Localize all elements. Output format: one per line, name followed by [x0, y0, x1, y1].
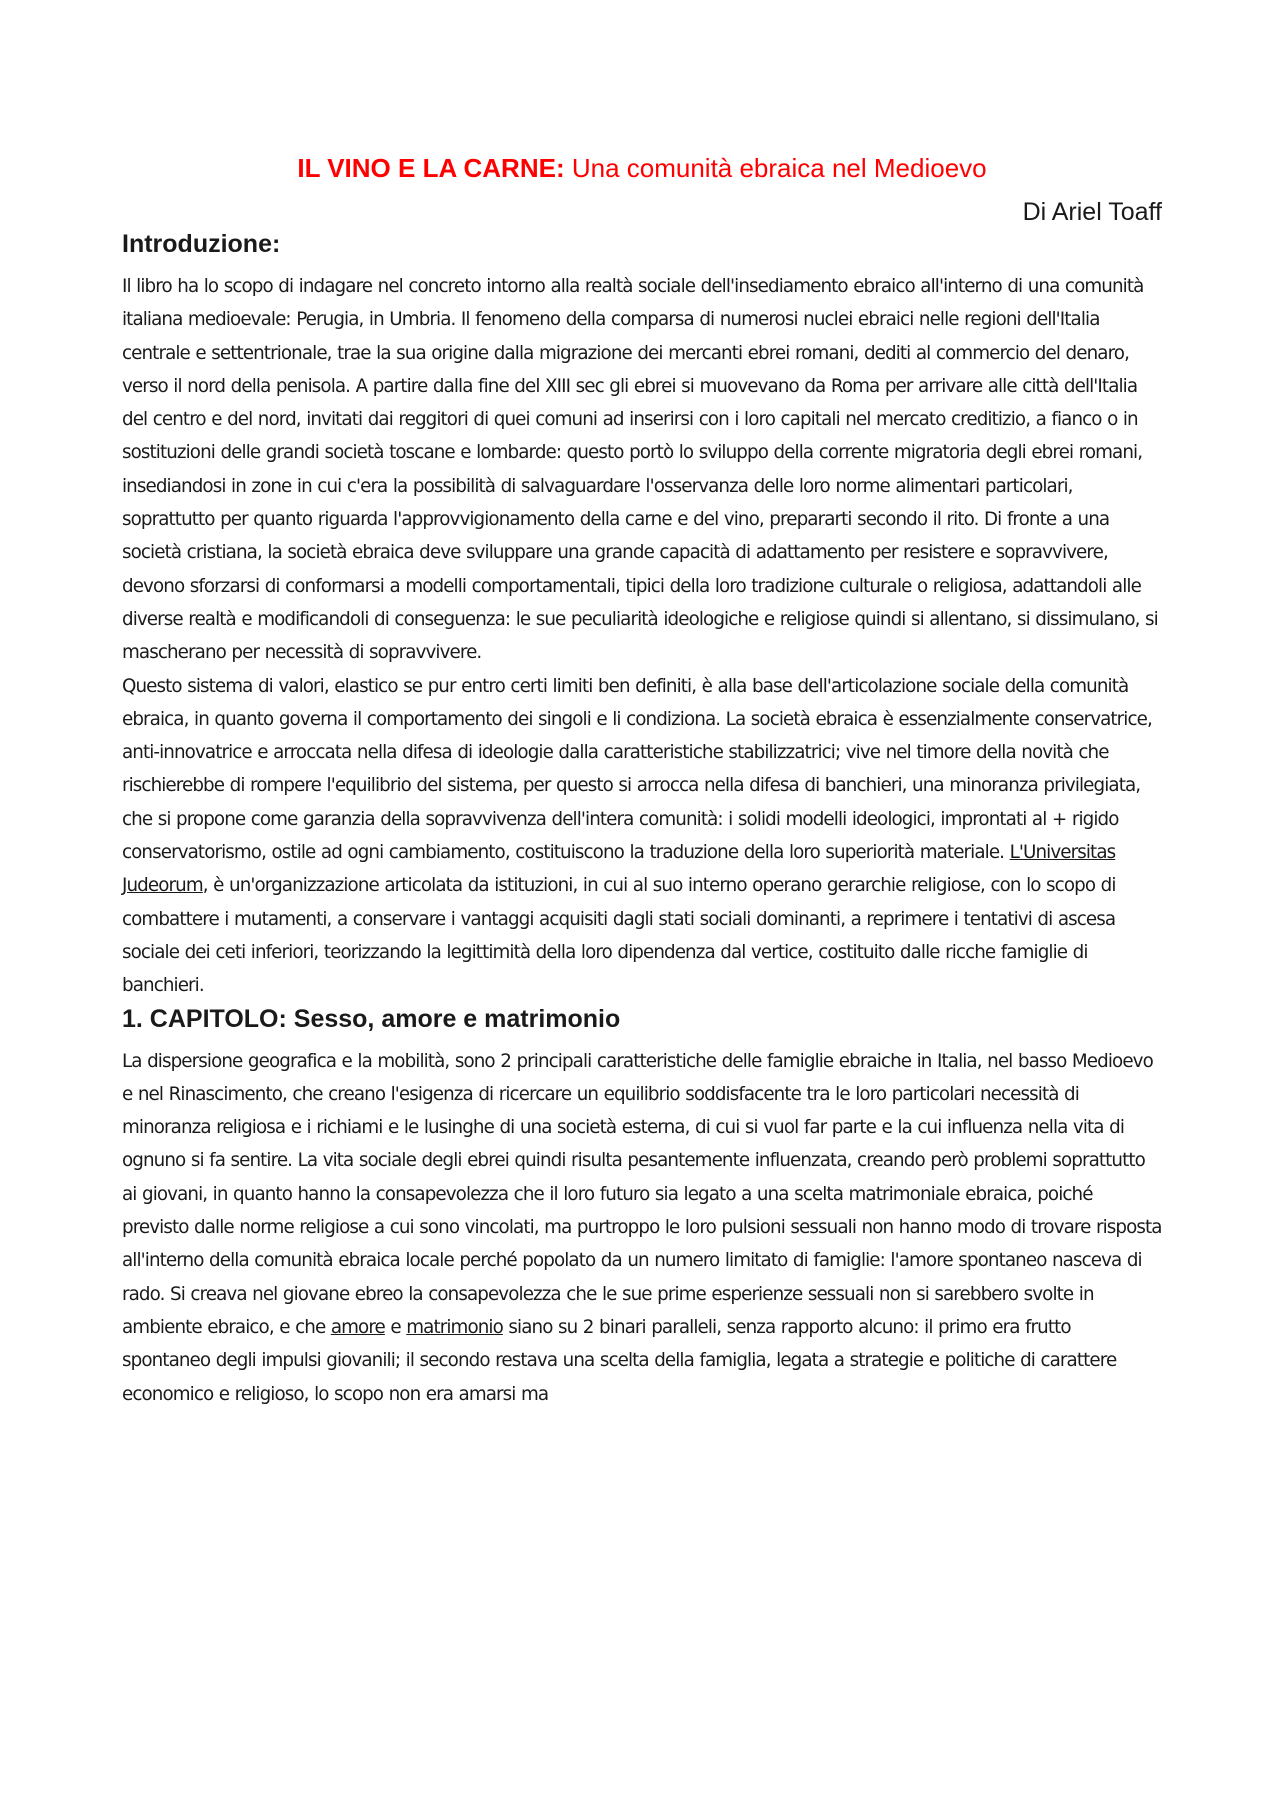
chapter-1-text-a: La dispersione geografica e la mobilità, sono 2 principali caratteristiche delle famiglie ebraiche in Italia, nel basso Medioevo e nel Rinascimento, che creano l'esigenza di ricercare un equilibrio soddisfacente tra le loro particolari necessità di minoranza religiosa e i richiami e le lusinghe di una società esterna, di cui si vuol far parte e la cui influenza nella vita di ognuno si fa sentire. La vita sociale degli ebrei quindi risulta pesantemente influenzata, creando però problemi soprattutto ai giovani, in quanto hanno la consapevolezza che il loro futuro sia legato a una scelta matrimoniale ebraica, poiché previsto dalle norme religiose a cui sono vincolati, ma purtroppo le loro pulsioni sessuali non hanno modo di trovare risposta all'interno della comunità ebraica locale perché popolato da un numero limitato di famiglie: l'amore spontaneo nasceva di rado. Si creava nel giovane ebreo la consapevolezza che le sue prime esperienze sessuali non si sarebbero svolte in ambiente ebraico, e che	[122, 1050, 1162, 1338]
title-subtitle-part: Una comunità ebraica nel Medioevo	[564, 153, 987, 183]
intro-heading: Introduzione:	[122, 230, 281, 258]
author-line: Di Ariel Toaff	[1022, 198, 1162, 226]
intro-p2-text-after: , è un'organizzazione articolata da istituzioni, in cui al suo interno operano gerarchie religiose, con lo scopo di combattere i mutamenti, a conservare i vantaggi acquisiti dagli stati sociali dominanti, a reprimere i tentativi di ascesa sociale dei ceti inferiori, teorizzando la legittimità della loro dipendenza dal vertice, costituito dalle ricche famiglie di banchieri.	[122, 875, 1116, 997]
title-bold-part: IL VINO E LA CARNE:	[297, 153, 565, 183]
chapter-1-text-b: siano su 2 binari paralleli, senza rapporto alcuno: il primo era frutto spontaneo degli impulsi giovanili; il secondo restava una scelta della famiglia, legata a strategie e politiche di carattere economico e religioso, lo scopo non era amarsi ma	[122, 1316, 1117, 1405]
universitas-judeorum-term: L'Universitas Judeorum	[122, 842, 1116, 897]
term-amore: amore	[330, 1316, 385, 1338]
intro-p2-text-before: Questo sistema di valori, elastico se pur entro certi limiti ben definiti, è alla base dell'articolazione sociale della comunità ebraica, in quanto governa il comportamento dei singoli e li condiziona. La società ebraica è essenzialmente conservatrice, anti-innovatrice e arroccata nella difesa di ideologie dalla caratteristiche stabilizzatrici; vive nel timore della novità che rischierebbe di rompere l'equilibrio del sistema, per questo si arrocca nella difesa di banchieri, una minoranza privilegiata, che si propone come garanzia della sopravvivenza dell'intera comunità: i solidi modelli ideologici, improntati al + rigido conservatorismo, ostile ad ogni cambiamento, costituiscono la traduzione della loro superiorità materiale.	[122, 675, 1152, 864]
term-matrimonio: matrimonio	[406, 1316, 503, 1338]
chapter-1-text-mid: e	[384, 1316, 407, 1338]
intro-paragraph-2	[122, 670, 1162, 1003]
intro-paragraph-1: Il libro ha lo scopo di indagare nel concreto intorno alla realtà sociale dell'insediamento ebraico all'interno di una comunità italiana medioevale: Perugia, in Umbria. Il fenomeno della comparsa di numerosi nuclei ebraici nelle regioni dell'Italia centrale e settentrionale, trae la sua origine dalla migrazione dei mercanti ebrei romani, dediti al commercio del denaro, verso il nord della penisola. A partire dalla fine del XIII sec gli ebrei si muovevano da Roma per arrivare alle città dell'Italia del centro e del nord, invitati dai reggitori di quei comuni ad inserirsi con i loro capitali nel mercato creditizio, a fianco o in sostituzioni delle grandi società toscane e lombarde: questo portò lo sviluppo della corrente migratoria degli ebrei romani, insediandosi in zone in cui c'era la possibilità di salvaguardare l'osservanza delle loro norme alimentari particolari, soprattutto per quanto riguarda l'approvvigionamento della carne e del vino, prepararti secondo il rito. Di fronte a una società cristiana, la società ebraica deve sviluppare una grande capacità di adattamento per resistere e sopravvivere, devono sforzarsi di conformarsi a modelli comportamentali, tipici della loro tradizione culturale o religiosa, adattandoli alle diverse realtà e modificandoli di conseguenza: le sue peculiarità ideologiche e religiose quindi si allentano, si dissimulano, si mascherano per necessità di sopravvivere.	[122, 276, 1158, 664]
document-title	[122, 152, 1162, 184]
chapter-1-paragraph	[122, 1045, 1162, 1411]
chapter-1-heading: 1. CAPITOLO: Sesso, amore e matrimonio	[122, 1004, 621, 1033]
